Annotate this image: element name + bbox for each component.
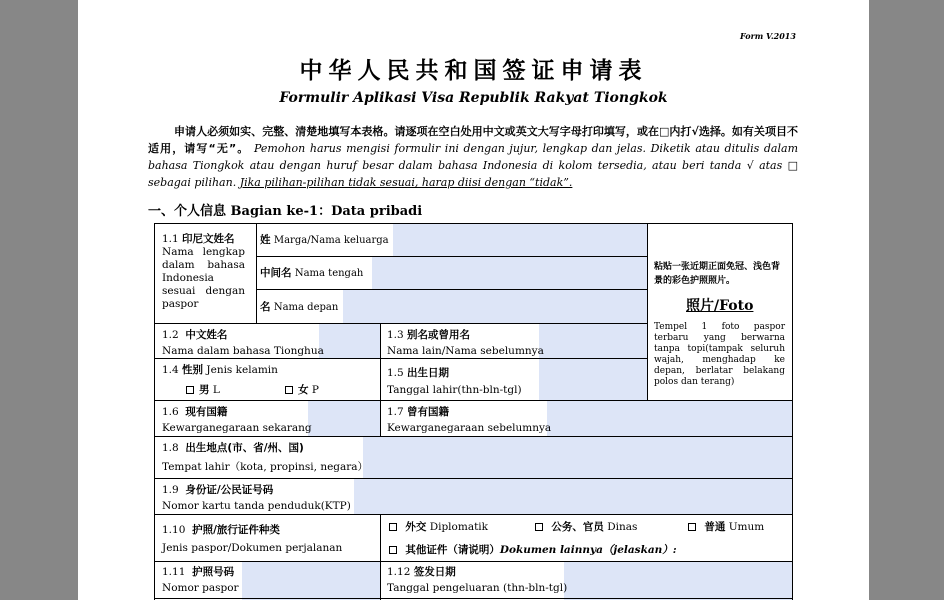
field-1-9-label xyxy=(162,484,273,497)
gender-male-option[interactable] xyxy=(186,384,220,397)
birthplace-input[interactable] xyxy=(363,437,792,478)
passport-type-ordinary-checkbox[interactable] xyxy=(688,523,696,531)
passport-type-other-checkbox[interactable] xyxy=(389,546,397,554)
gender-male-label-indonesian: L xyxy=(212,384,220,396)
form-title-chinese: 中华人民共和国签证申请表 xyxy=(299,58,648,84)
field-1-7-description: Kewarganegaraan sebelumnya xyxy=(387,422,552,434)
field-1-4-label xyxy=(162,364,278,377)
surname-input[interactable] xyxy=(393,224,647,256)
passport-type-diplomatic-indonesian: Diplomatik xyxy=(429,521,489,533)
field-1-7-number: 1.7 xyxy=(387,406,404,418)
gender-female-label-chinese: 女 xyxy=(298,384,309,396)
given-name-label-chinese: 名 xyxy=(260,301,271,313)
form-page xyxy=(78,0,869,600)
passport-type-service-option[interactable] xyxy=(535,521,637,534)
current-nationality-input[interactable] xyxy=(308,401,380,436)
field-1-5-chinese: 出生日期 xyxy=(407,367,450,379)
section-1-heading xyxy=(148,200,422,219)
passport-type-other-indonesian: Dokumen lainnya（jelaskan）: xyxy=(499,544,677,556)
field-1-3-number: 1.3 xyxy=(387,329,404,341)
field-1-6-chinese: 现有国籍 xyxy=(185,406,228,418)
id-card-number-input[interactable] xyxy=(354,479,792,514)
field-1-11-label xyxy=(162,566,234,579)
surname-label-indonesian: Marga/Nama keluarga xyxy=(273,235,389,246)
passport-type-service-chinese: 公务、官员 xyxy=(551,521,604,533)
given-name-input[interactable] xyxy=(343,290,647,323)
gender-female-label-indonesian: P xyxy=(311,384,319,396)
passport-type-other-option[interactable] xyxy=(389,544,677,557)
passport-number-input[interactable] xyxy=(242,562,380,600)
dob-input[interactable] xyxy=(539,359,647,400)
section-1-heading-chinese: 一、个人信息 xyxy=(148,204,227,219)
issue-date-input[interactable] xyxy=(564,562,792,600)
former-nationality-input[interactable] xyxy=(547,401,792,436)
field-1-6-description: Kewarganegaraan sekarang xyxy=(162,422,312,434)
passport-type-ordinary-indonesian: Umum xyxy=(728,521,765,533)
field-1-11-description: Nomor paspor xyxy=(162,582,239,594)
form-version: Form V.2013 xyxy=(740,31,796,41)
field-1-2-number: 1.2 xyxy=(162,329,179,341)
field-1-10-chinese: 护照/旅行证件种类 xyxy=(192,524,280,536)
field-1-1-chinese: 印尼文姓名 xyxy=(182,233,235,245)
field-1-1-description: Nama lengkap dalam bahasa Indonesia sesuai dengan paspor xyxy=(162,246,245,310)
passport-type-diplomatic-chinese: 外交 xyxy=(405,521,427,533)
gender-male-checkbox[interactable] xyxy=(186,386,194,394)
field-1-11-number: 1.11 xyxy=(162,566,186,578)
middle-name-label xyxy=(260,267,363,280)
field-1-8-chinese: 出生地点(市、省/州、国) xyxy=(185,442,304,454)
field-1-9-description: Nomor kartu tanda penduduk(KTP) xyxy=(162,500,351,512)
field-1-7-label xyxy=(387,406,449,419)
field-1-1-number: 1.1 xyxy=(162,233,179,245)
field-1-5-description: Tanggal lahir(thn-bln-tgl) xyxy=(387,384,522,396)
middle-name-label-indonesian: Nama tengah xyxy=(294,268,364,279)
passport-type-diplomatic-checkbox[interactable] xyxy=(389,523,397,531)
surname-label xyxy=(260,234,389,247)
field-1-8-number: 1.8 xyxy=(162,442,179,454)
passport-type-ordinary-chinese: 普通 xyxy=(704,521,726,533)
section-1-heading-indonesian: Bagian ke-1：Data pribadi xyxy=(230,204,423,219)
surname-label-chinese: 姓 xyxy=(260,234,271,246)
field-1-4-chinese: 性别 xyxy=(182,364,204,376)
passport-type-ordinary-option[interactable] xyxy=(688,521,764,534)
field-1-12-chinese: 签发日期 xyxy=(413,566,456,578)
field-1-8-description: Tempat lahir（kota, propinsi, negara） xyxy=(162,461,369,473)
field-1-4-number: 1.4 xyxy=(162,364,179,376)
instructions-chinese: 申请人必须如实、完整、清楚地填写本表格。请逐项在空白处用中文或英文大写字母打印填写，或在□内打√选择。如有关项目不适用，请写“无”。 xyxy=(148,125,798,155)
field-1-10-label xyxy=(162,524,280,537)
field-1-9-chinese: 身份证/公民证号码 xyxy=(185,484,274,496)
chinese-name-input[interactable] xyxy=(319,324,380,358)
other-name-input[interactable] xyxy=(539,324,647,358)
gender-female-checkbox[interactable] xyxy=(285,386,293,394)
field-1-6-number: 1.6 xyxy=(162,406,179,418)
passport-type-diplomatic-option[interactable] xyxy=(389,521,488,534)
field-1-2-chinese: 中文姓名 xyxy=(185,329,228,341)
passport-type-other-chinese: 其他证件（请说明） xyxy=(405,544,500,556)
given-name-label xyxy=(260,301,338,314)
gender-male-label-chinese: 男 xyxy=(199,384,210,396)
field-1-4-indonesian: Jenis kelamin xyxy=(206,364,278,376)
instructions-indonesian: Pemohon harus mengisi formulir ini dengan jujur, lengkap dan jelas. Diketik atau ditulis dalam bahasa Tiongkok atau dengan huruf besar dalam bahasa Indonesia di kolom tersedia, atau beri tanda √ atas □ sebagai pilihan. xyxy=(148,142,798,189)
field-1-2-label xyxy=(162,329,227,342)
field-1-9-number: 1.9 xyxy=(162,484,179,496)
photo-instruction-chinese: 粘贴一张近期正面免冠、浅色背景的彩色护照照片。 xyxy=(654,262,781,286)
photo-title: 照片/Foto xyxy=(686,298,754,314)
field-1-3-label xyxy=(387,329,470,342)
field-1-10-number: 1.10 xyxy=(162,524,186,536)
field-1-11-chinese: 护照号码 xyxy=(192,566,235,578)
field-1-8-label xyxy=(162,442,304,455)
instructions-paragraph xyxy=(148,123,798,191)
field-1-3-description: Nama lain/Nama sebelumnya xyxy=(387,345,544,357)
instructions-underlined: Jika pilihan-pilihan tidak sesuai, harap diisi dengan “tidak”. xyxy=(239,176,573,189)
field-1-5-number: 1.5 xyxy=(387,367,404,379)
field-1-12-label xyxy=(387,566,456,579)
field-1-1-label xyxy=(162,233,235,246)
field-1-12-description: Tanggal pengeluaran (thn-bln-tgl) xyxy=(387,582,568,594)
field-1-6-label xyxy=(162,406,227,419)
field-1-7-chinese: 曾有国籍 xyxy=(407,406,450,418)
passport-type-service-checkbox[interactable] xyxy=(535,523,543,531)
field-1-3-chinese: 别名或曾用名 xyxy=(407,329,471,341)
field-1-10-description: Jenis paspor/Dokumen perjalanan xyxy=(162,542,343,554)
middle-name-input[interactable] xyxy=(372,257,647,289)
middle-name-label-chinese: 中间名 xyxy=(260,267,292,279)
field-1-2-description: Nama dalam bahasa Tionghua xyxy=(162,345,324,357)
field-1-12-number: 1.12 xyxy=(387,566,411,578)
form-title-indonesian: Formulir Aplikasi Visa Republik Rakyat Tiongkok xyxy=(279,90,668,106)
photo-instruction-indonesian: Tempel 1 foto paspor terbaru yang berwarna tanpa topi(tampak seluruh wajah, menghadap ke depan, berlatar belakang polos dan terang) xyxy=(654,322,785,387)
field-1-5-label xyxy=(387,367,449,380)
given-name-label-indonesian: Nama depan xyxy=(273,302,339,313)
gender-female-option[interactable] xyxy=(285,384,319,397)
passport-type-service-indonesian: Dinas xyxy=(607,521,638,533)
